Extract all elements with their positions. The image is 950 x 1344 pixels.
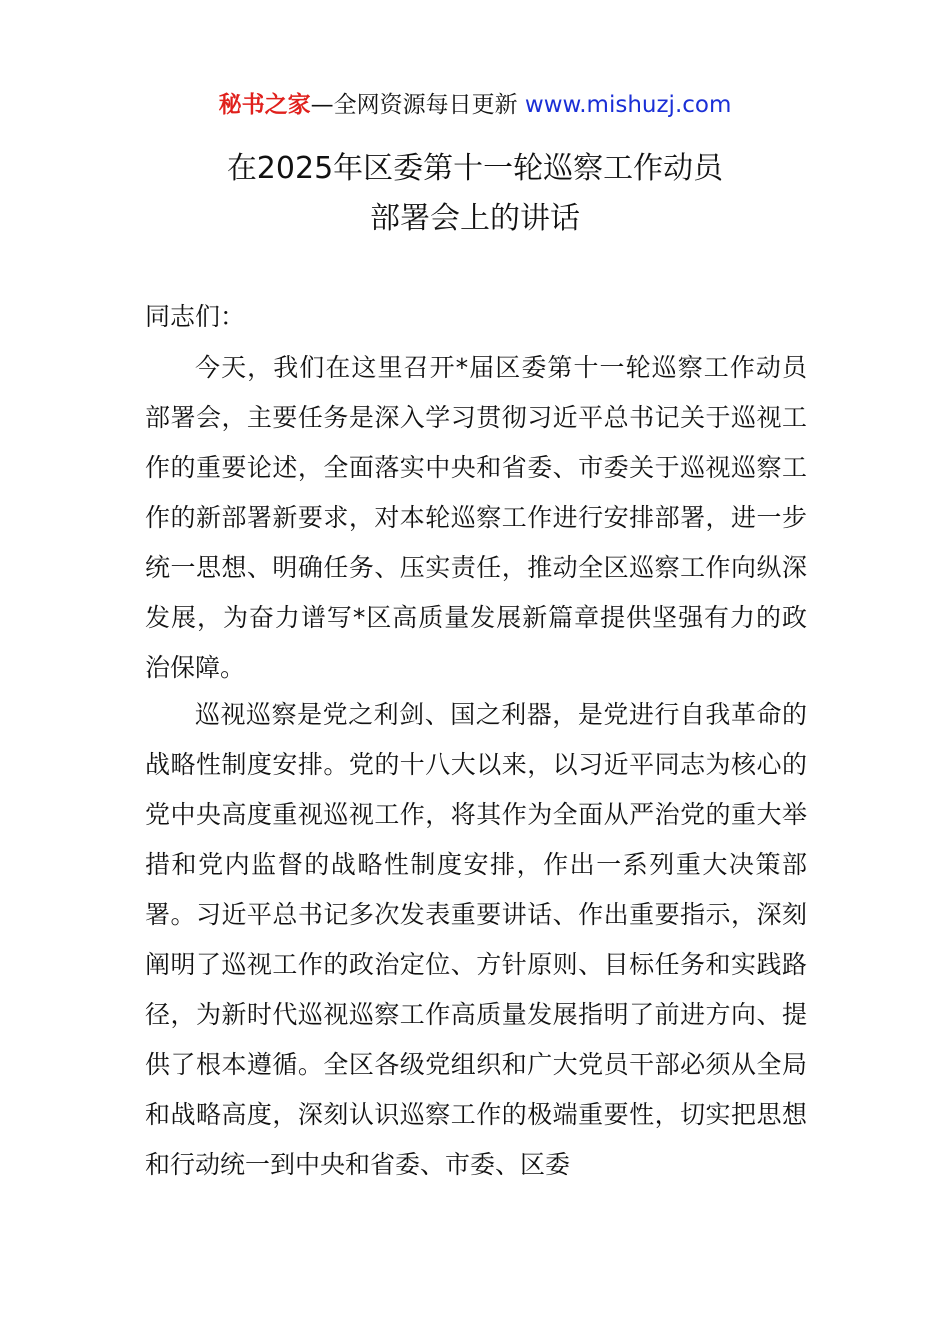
brand-name: 秘书之家 (218, 92, 311, 118)
document-title-line-2: 部署会上的讲话 (370, 201, 580, 236)
body-paragraph: 今天，我们在这里召开*届区委第十一轮巡察工作动员部署会，主要任务是深入学习贯彻习近平总书记关于巡视工作的重要论述，全面落实中央和省委、市委关于巡视巡察工作的新部署新要求，对本轮巡察工作进行安排部署，进一步统一思想、明确任务、压实责任，推动全区巡察工作向纵深发展，为奋力谱写*区高质量发展新篇章提供坚强有力的政治保障。 (145, 353, 807, 682)
salutation: 同志们： (145, 302, 246, 331)
header-tagline: —全网资源每日更新 (310, 92, 525, 118)
document-title-line-1: 在2025年区委第十一轮巡察工作动员 (226, 151, 724, 186)
body-paragraph: 巡视巡察是党之利剑、国之利器，是党进行自我革命的战略性制度安排。党的十八大以来，以习近平同志为核心的党中央高度重视巡视工作，将其作为全面从严治党的重大举措和党内监督的战略性制度安排，作出一系列重大决策部署。习近平总书记多次发表重要讲话、作出重要指示，深刻阐明了巡视工作的政治定位、方针原则、目标任务和实践路径，为新时代巡视巡察工作高质量发展指明了前进方向、提供了根本遵循。全区各级党组织和广大党员干部必须从全局和战略高度，深刻认识巡察工作的极端重要性，切实把思想和行动统一到中央和省委、市委、区委 (145, 700, 807, 1179)
site-header (0, 88, 950, 122)
site-url-link[interactable]: www.mishuzj.com (524, 92, 732, 118)
